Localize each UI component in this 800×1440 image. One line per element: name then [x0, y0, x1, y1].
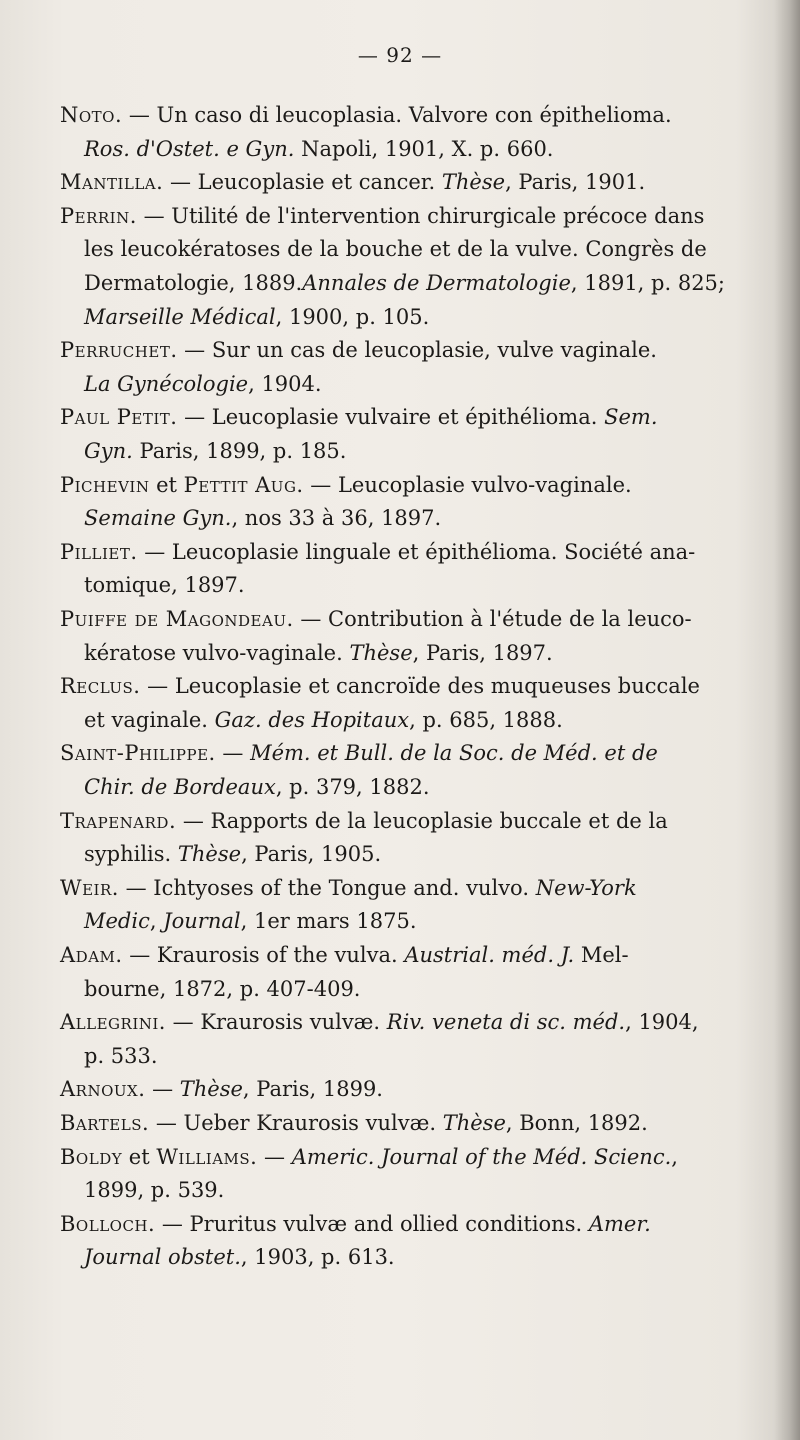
entry-italic-text: Thèse	[441, 170, 506, 195]
entry-author: Mantilla.	[60, 170, 164, 195]
entry-text: — Kraurosis vulvæ.	[165, 1010, 387, 1035]
entry-first-line	[60, 1005, 699, 1039]
entry-italic-text: Thèse	[177, 842, 242, 867]
entry-author: Puiffe de Magondeau.	[60, 607, 294, 631]
entry-first-line	[60, 165, 645, 199]
entry-continuation-line	[84, 703, 563, 737]
entry-text: les leucokératoses de la bouche et de la vulve. Congrès de	[84, 237, 707, 262]
entry-author: Bartels.	[60, 1111, 150, 1135]
entry-italic-text: La Gynécologie	[84, 371, 249, 396]
entry-text: — Kraurosis of the vulva.	[122, 943, 405, 967]
entry-continuation-line	[84, 770, 430, 804]
entry-text: , nos 33 à 36, 1897.	[231, 506, 442, 531]
entry-first-line	[60, 1140, 678, 1174]
entry-text: , Bonn, 1892.	[505, 1111, 648, 1135]
entry-first-line	[60, 535, 695, 569]
entry-continuation-line	[84, 367, 322, 401]
entry-first-line	[60, 98, 672, 132]
entry-text: — Utilité de l'intervention chirurgicale précoce dans	[136, 203, 705, 228]
entry-text: et	[122, 1144, 157, 1169]
entry-text: , Paris, 1905.	[241, 842, 382, 867]
entry-first-line	[60, 199, 704, 233]
entry-italic-text: Americ. Journal of the Méd. Scienc.	[291, 1144, 672, 1169]
entry-text: — Leucoplasie et cancroïde des muqueuses buccale	[140, 674, 700, 699]
entry-text: —	[145, 1077, 180, 1102]
entry-continuation-line	[84, 1039, 158, 1073]
entry-italic-text: New-York	[535, 875, 637, 900]
entry-text: 1899, p. 539.	[84, 1178, 225, 1203]
entry-text: bourne, 1872, p. 407-409.	[84, 976, 361, 1001]
entry-continuation-line	[84, 266, 725, 300]
entry-italic-text: Annales de Dermatologie	[302, 271, 571, 295]
entry-continuation-line	[84, 501, 441, 535]
entry-author: Arnoux.	[60, 1077, 146, 1102]
entry-text: — Pruritus vulvæ and ollied conditions.	[155, 1211, 589, 1236]
entry-first-line	[60, 1207, 651, 1241]
entry-italic-text: Journal	[163, 909, 241, 934]
entry-text: syphilis.	[84, 842, 178, 867]
entry-text: — Leucoplasie vulvaire et épithélioma.	[177, 405, 605, 430]
entry-text: — Leucoplasie vulvo-vaginale.	[303, 472, 632, 497]
entry-text: Williams.	[156, 1144, 258, 1169]
entry-text: — Sur un cas de leucoplasie, vulve vaginale.	[177, 338, 657, 363]
entry-text: et	[149, 472, 184, 497]
entry-first-line	[60, 736, 658, 770]
entry-text: , 1891, p. 825;	[570, 271, 725, 295]
entry-continuation-line	[84, 904, 417, 938]
entry-italic-text: Medic	[84, 909, 150, 934]
entry-author: Perruchet.	[60, 338, 178, 363]
entry-italic-text: Mém. et Bull. de la Soc. de Méd. et de	[250, 741, 658, 766]
entry-italic-text: Journal obstet.	[84, 1245, 241, 1270]
entry-author: Bolloch.	[60, 1211, 156, 1236]
entry-text: — Rapports de la leucoplasie buccale et de la	[176, 808, 668, 833]
entry-continuation-line	[84, 636, 553, 670]
entry-author: Trapenard.	[60, 808, 177, 833]
entry-text: Mel-	[574, 943, 629, 967]
entry-text: , Paris, 1899.	[242, 1077, 383, 1102]
entry-text: — Ichtyoses of the Tongue and. vulvo.	[118, 875, 536, 900]
entry-first-line	[60, 938, 629, 972]
entry-text: — Contribution à l'étude de la leuco-	[293, 607, 692, 631]
entry-text: kératose vulvo-vaginale.	[84, 640, 350, 665]
entry-italic-text: Marseille Médical	[84, 304, 276, 329]
entry-continuation-line	[84, 232, 707, 266]
entry-text: , 1er mars 1875.	[240, 909, 417, 934]
entry-continuation-line	[84, 1173, 224, 1207]
entry-author: Saint-Philippe.	[60, 741, 216, 766]
entry-text: Dermatologie, 1889.	[84, 271, 303, 295]
entry-italic-text: Amer.	[588, 1211, 651, 1236]
entry-author: Paul Petit.	[60, 405, 178, 430]
entry-author: Adam.	[60, 943, 123, 967]
entry-continuation-line	[84, 568, 245, 602]
entry-italic-text: Ros. d'Ostet. e Gyn.	[84, 136, 295, 161]
entry-first-line	[60, 468, 632, 502]
entry-continuation-line	[84, 837, 381, 871]
entry-author: Weir.	[60, 875, 119, 900]
entry-author: Pilliet.	[60, 539, 138, 564]
page-number: — 92 —	[357, 43, 443, 67]
entry-text: Pettit Aug.	[183, 472, 304, 497]
entry-continuation-line	[84, 972, 360, 1006]
entry-italic-text: Semaine Gyn.	[84, 506, 232, 531]
entry-author: Allegrini.	[60, 1010, 166, 1035]
entry-text: , p. 379, 1882.	[275, 775, 430, 799]
entry-continuation-line	[84, 1240, 395, 1274]
entry-author: Pichevin	[60, 472, 150, 497]
entry-first-line	[60, 1072, 383, 1106]
entry-text: , p. 685, 1888.	[409, 707, 563, 732]
entry-italic-text: Chir. de Bordeaux	[84, 775, 276, 799]
entry-text: — Un caso di leucoplasia. Valvore con épithelioma.	[122, 103, 672, 127]
entry-italic-text: Riv. veneta di sc. méd.	[386, 1010, 626, 1035]
entry-italic-text: Thèse	[349, 640, 413, 665]
entry-text: — Leucoplasie linguale et épithélioma. Société ana-	[137, 539, 696, 564]
entry-first-line	[60, 400, 658, 434]
entry-text: , Paris, 1897.	[412, 640, 553, 665]
entry-italic-text: Gyn.	[84, 439, 133, 463]
entry-text: , 1904.	[248, 371, 322, 396]
entry-author: Boldy	[60, 1144, 123, 1169]
entry-author: Perrin.	[60, 203, 137, 228]
entry-text: et vaginale.	[84, 707, 215, 732]
entry-text: p. 533.	[84, 1043, 158, 1068]
entry-italic-text: Austrial. méd. J.	[404, 943, 575, 967]
entry-italic-text: Sem.	[604, 405, 658, 430]
entry-text: , 1904,	[625, 1010, 699, 1035]
entry-text: —	[215, 741, 251, 766]
entry-author: Noto.	[60, 103, 123, 127]
entry-text: , 1903, p. 613.	[240, 1245, 395, 1270]
entry-first-line	[60, 602, 692, 636]
entry-text: tomique, 1897.	[84, 573, 245, 598]
entry-text: Napoli, 1901, X. p. 660.	[294, 136, 554, 161]
entry-first-line	[60, 333, 657, 367]
entry-first-line	[60, 871, 637, 905]
entry-continuation-line	[84, 434, 346, 468]
entry-text: ,	[671, 1144, 678, 1169]
entry-italic-text: Thèse	[179, 1077, 243, 1102]
entry-continuation-line	[84, 300, 429, 334]
entry-text: —	[257, 1144, 292, 1169]
page-edge-shadow	[774, 0, 800, 1440]
entry-text: ,	[149, 909, 164, 934]
entry-first-line	[60, 1106, 648, 1140]
entry-first-line	[60, 669, 700, 703]
entry-italic-text: Thèse	[442, 1111, 506, 1135]
entry-first-line	[60, 804, 668, 838]
entry-text: , Paris, 1901.	[505, 170, 646, 195]
entry-continuation-line	[84, 132, 553, 166]
entry-text: — Leucoplasie et cancer.	[163, 170, 442, 195]
entry-text: — Ueber Kraurosis vulvæ.	[149, 1111, 443, 1135]
entry-text: Paris, 1899, p. 185.	[132, 439, 347, 463]
entry-text: , 1900, p. 105.	[275, 304, 430, 329]
entry-italic-text: Gaz. des Hopitaux	[214, 707, 410, 732]
entry-author: Reclus.	[60, 674, 141, 699]
